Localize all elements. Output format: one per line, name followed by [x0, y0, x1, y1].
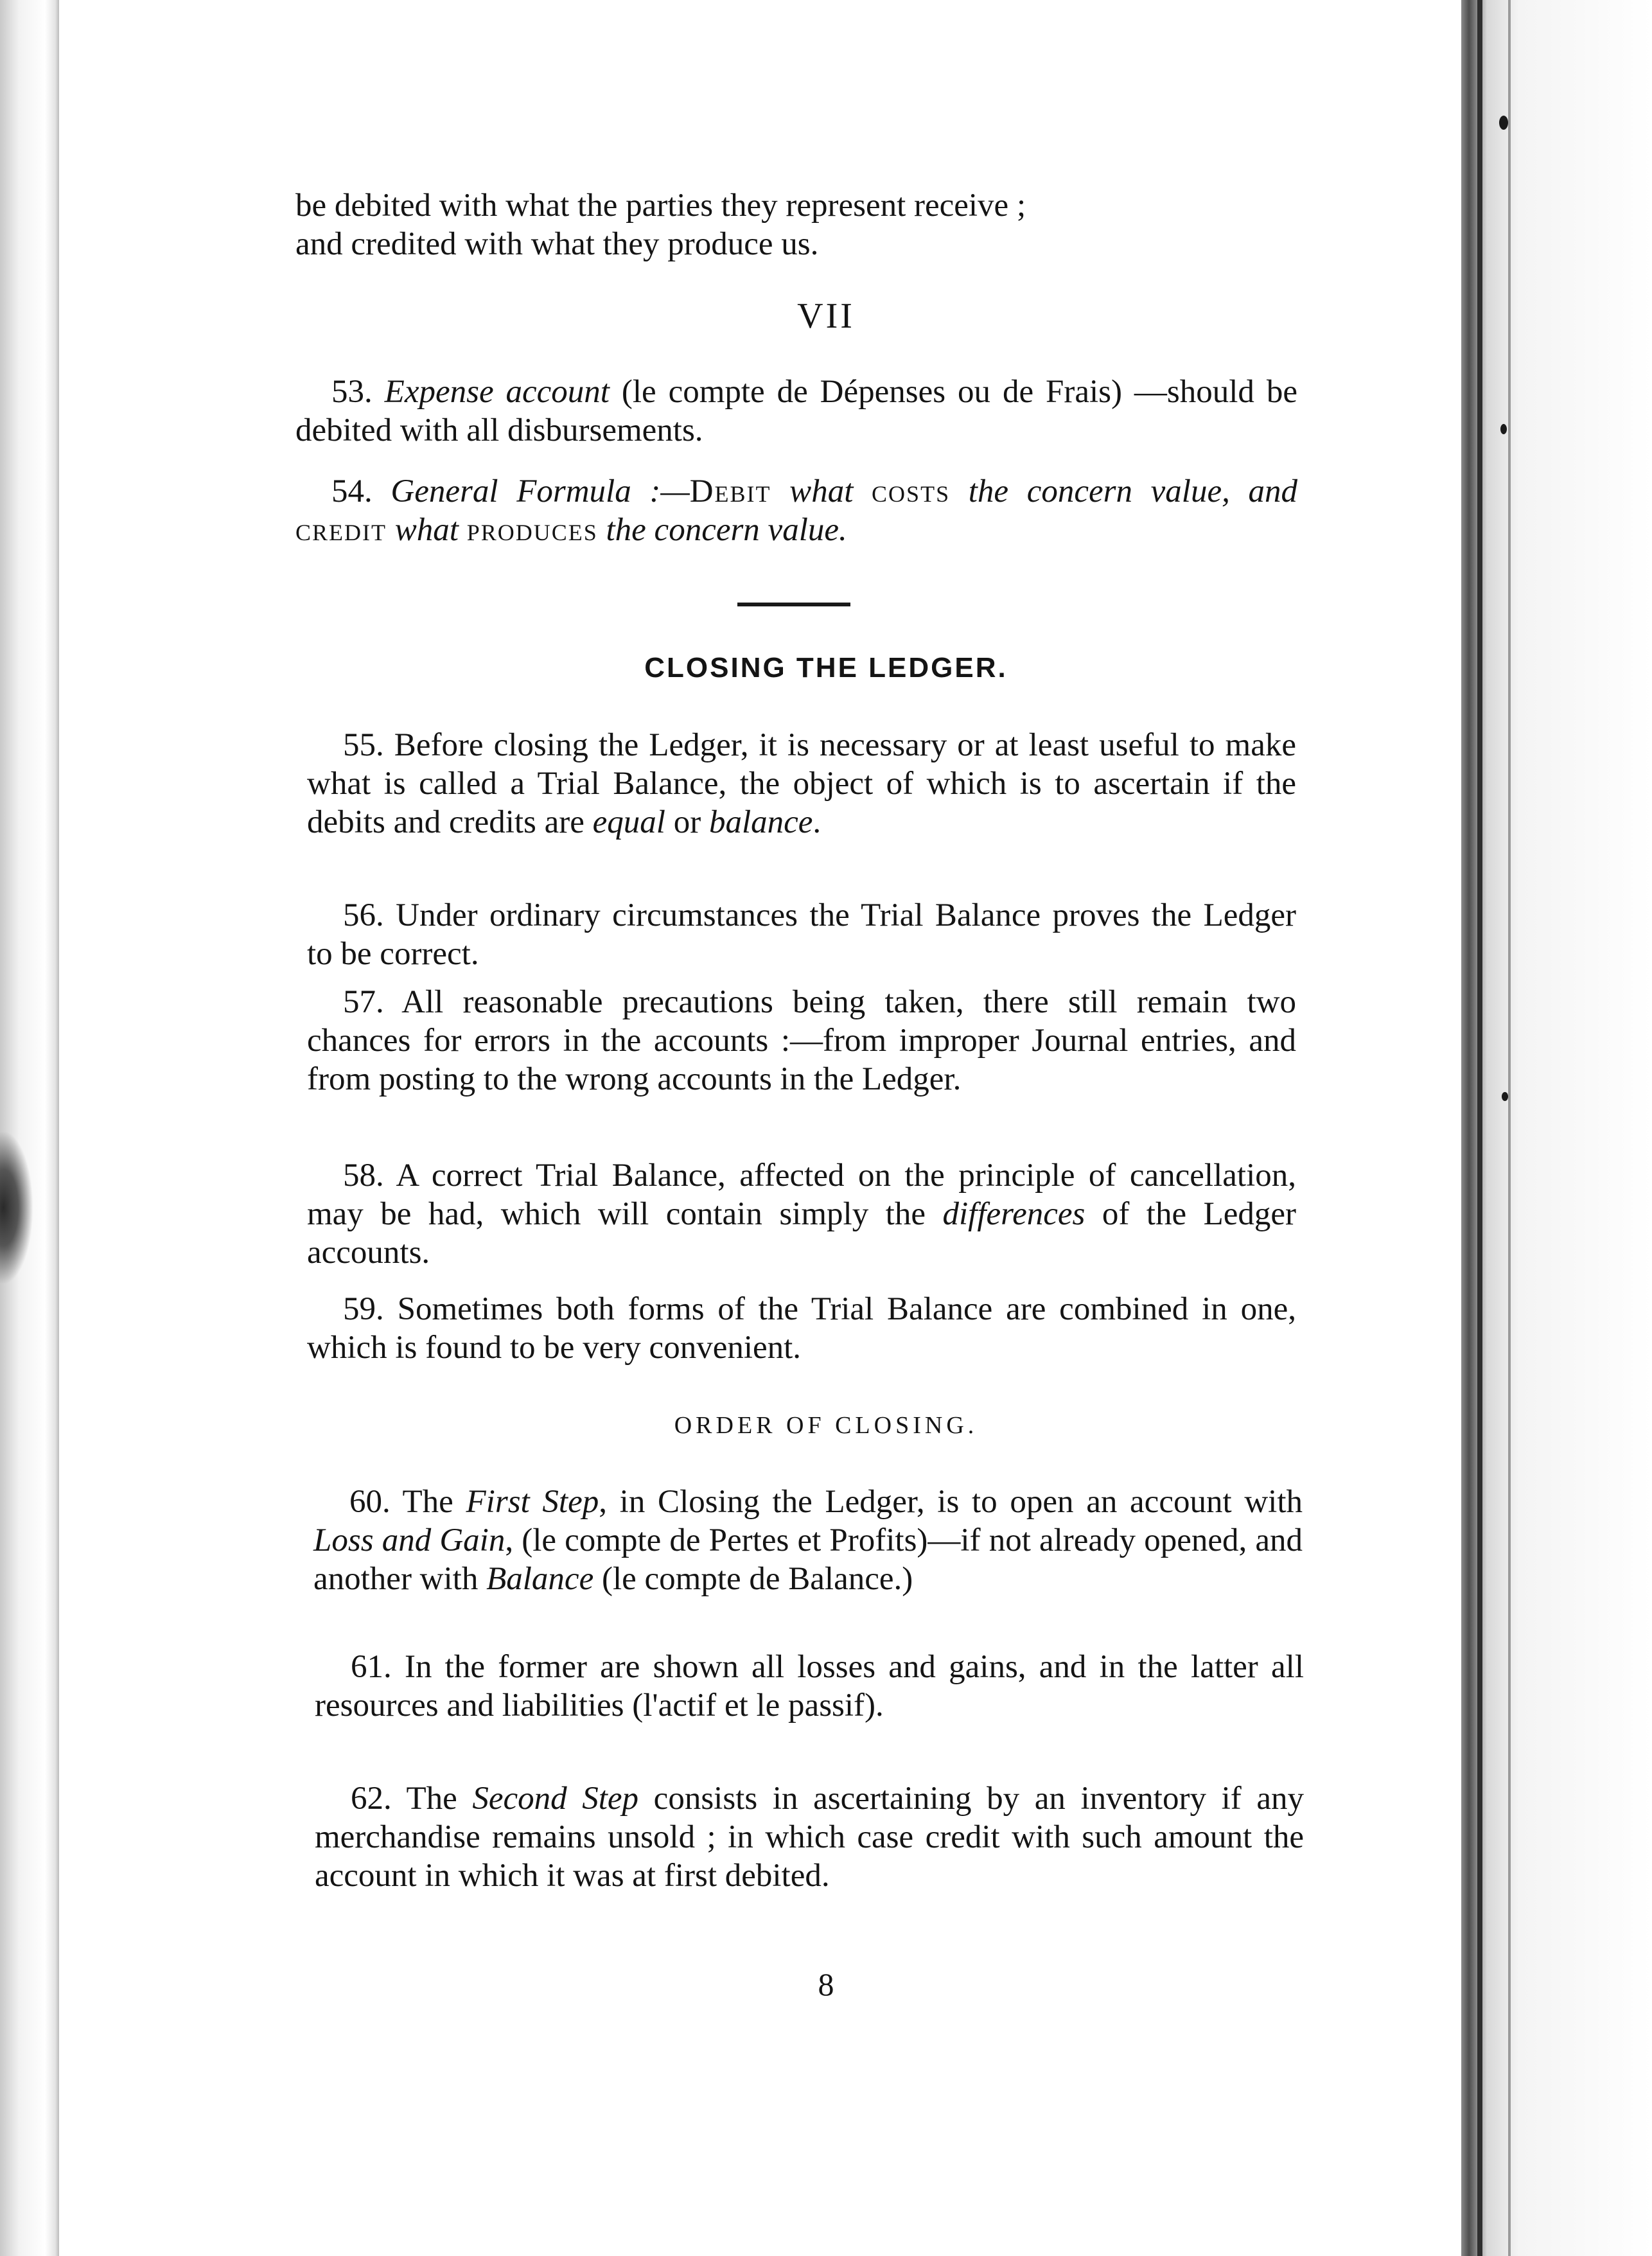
- section-number: VII: [797, 296, 855, 336]
- sub-heading: ORDER OF CLOSING.: [674, 1412, 978, 1439]
- paragraph-53: [295, 373, 1297, 450]
- paragraph-56: [307, 896, 1296, 973]
- paragraph-58: [307, 1156, 1296, 1272]
- edge-mark: [1502, 1092, 1508, 1101]
- paragraph-title: General Formula :—: [391, 473, 690, 509]
- paragraph-61: [315, 1648, 1304, 1725]
- paragraph-54: [295, 472, 1297, 549]
- intro-text: [295, 186, 1297, 263]
- paragraph-end: .: [813, 804, 822, 840]
- paragraph-57: [307, 983, 1296, 1098]
- paragraph-text: 62. The: [351, 1781, 473, 1817]
- binding-line: [1477, 0, 1482, 2256]
- page-edge-right: [1461, 0, 1652, 2256]
- produces-word: produces: [466, 512, 598, 548]
- edge-mark: [1499, 116, 1508, 130]
- section-heading: CLOSING THE LEDGER.: [644, 652, 1008, 683]
- paragraph-text: 58. A correct Trial Balance, affected on the principle of cancellation, may be had, which will contain simply the: [307, 1158, 1296, 1232]
- edge-stain: [0, 1131, 33, 1285]
- paragraph-59: [307, 1290, 1296, 1367]
- intro-line-1: be debited with what the parties they represent receive ;: [295, 188, 1026, 224]
- page-number: 8: [818, 1966, 834, 2002]
- paragraph-text: (le compte de Balance.): [593, 1561, 913, 1597]
- intro-line-2: and credited with what they produce us.: [295, 226, 819, 262]
- paragraph-title: Expense account: [384, 374, 610, 410]
- italic-differences: differences: [942, 1196, 1085, 1232]
- page-edge-left: [0, 0, 59, 2256]
- paragraph-text: or: [665, 804, 709, 840]
- paragraph-text: , (le compte de Pertes et Profits)—if not already opened, and another with: [313, 1522, 1303, 1597]
- formula-text: what: [771, 473, 872, 509]
- paragraph-text: (le compte de Dépenses ou de Frais) —should be debited with all disbursements.: [295, 374, 1297, 448]
- paragraph-60: [313, 1483, 1303, 1598]
- paragraph-text: , in Closing the Ledger, is to open an account with: [599, 1484, 1303, 1520]
- paragraph-text: 61. In the former are shown all losses and gains, and in the latter all resources and liabilities (l'actif et le passif).: [315, 1649, 1304, 1723]
- paragraph-text: 56. Under ordinary circumstances the Trial Balance proves the Ledger to be correct.: [307, 897, 1296, 972]
- section-divider: [737, 603, 850, 606]
- binding-line-secondary: [1508, 0, 1511, 2256]
- italic-loss-gain: Loss and Gain: [313, 1522, 505, 1558]
- italic-first-step: First Step: [466, 1484, 599, 1520]
- paragraph-number: 53.: [331, 374, 373, 410]
- paragraph-text: of the Ledger accounts.: [307, 1196, 1297, 1271]
- costs-word: costs: [872, 473, 951, 509]
- edge-mark: [1500, 424, 1507, 434]
- paragraph-55: [307, 726, 1296, 842]
- italic-second-step: Second Step: [472, 1781, 639, 1817]
- paragraph-text: 60. The: [349, 1484, 466, 1520]
- paragraph-text: consists in ascertaining by an inventory if any merchandise remains unsold ; in which case credit with such amount the account in which it was at first debited.: [315, 1781, 1304, 1894]
- italic-balance: Balance: [486, 1561, 594, 1597]
- paragraph-text: 55. Before closing the Ledger, it is necessary or at least useful to make what is called a Trial Balance, the object of which is to ascertain if the debits and credits are: [307, 727, 1296, 840]
- italic-balance: balance: [708, 804, 813, 840]
- debit-word: Debit: [689, 473, 771, 509]
- paragraph-number: 54.: [331, 473, 373, 509]
- formula-text: what: [387, 512, 467, 548]
- credit-word: credit: [295, 512, 387, 548]
- paragraph-text: 59. Sometimes both forms of the Trial Balance are combined in one, which is found to be very convenient.: [307, 1291, 1296, 1366]
- italic-equal: equal: [592, 804, 665, 840]
- formula-text: the concern value, and: [950, 473, 1298, 509]
- paragraph-text: 57. All reasonable precautions being taken, there still remain two chances for errors in the accounts :—from improper Journal entries, and from posting to the wrong accounts in the Ledger.: [307, 984, 1296, 1097]
- paragraph-62: [315, 1779, 1304, 1895]
- formula-text: the concern value.: [597, 512, 847, 548]
